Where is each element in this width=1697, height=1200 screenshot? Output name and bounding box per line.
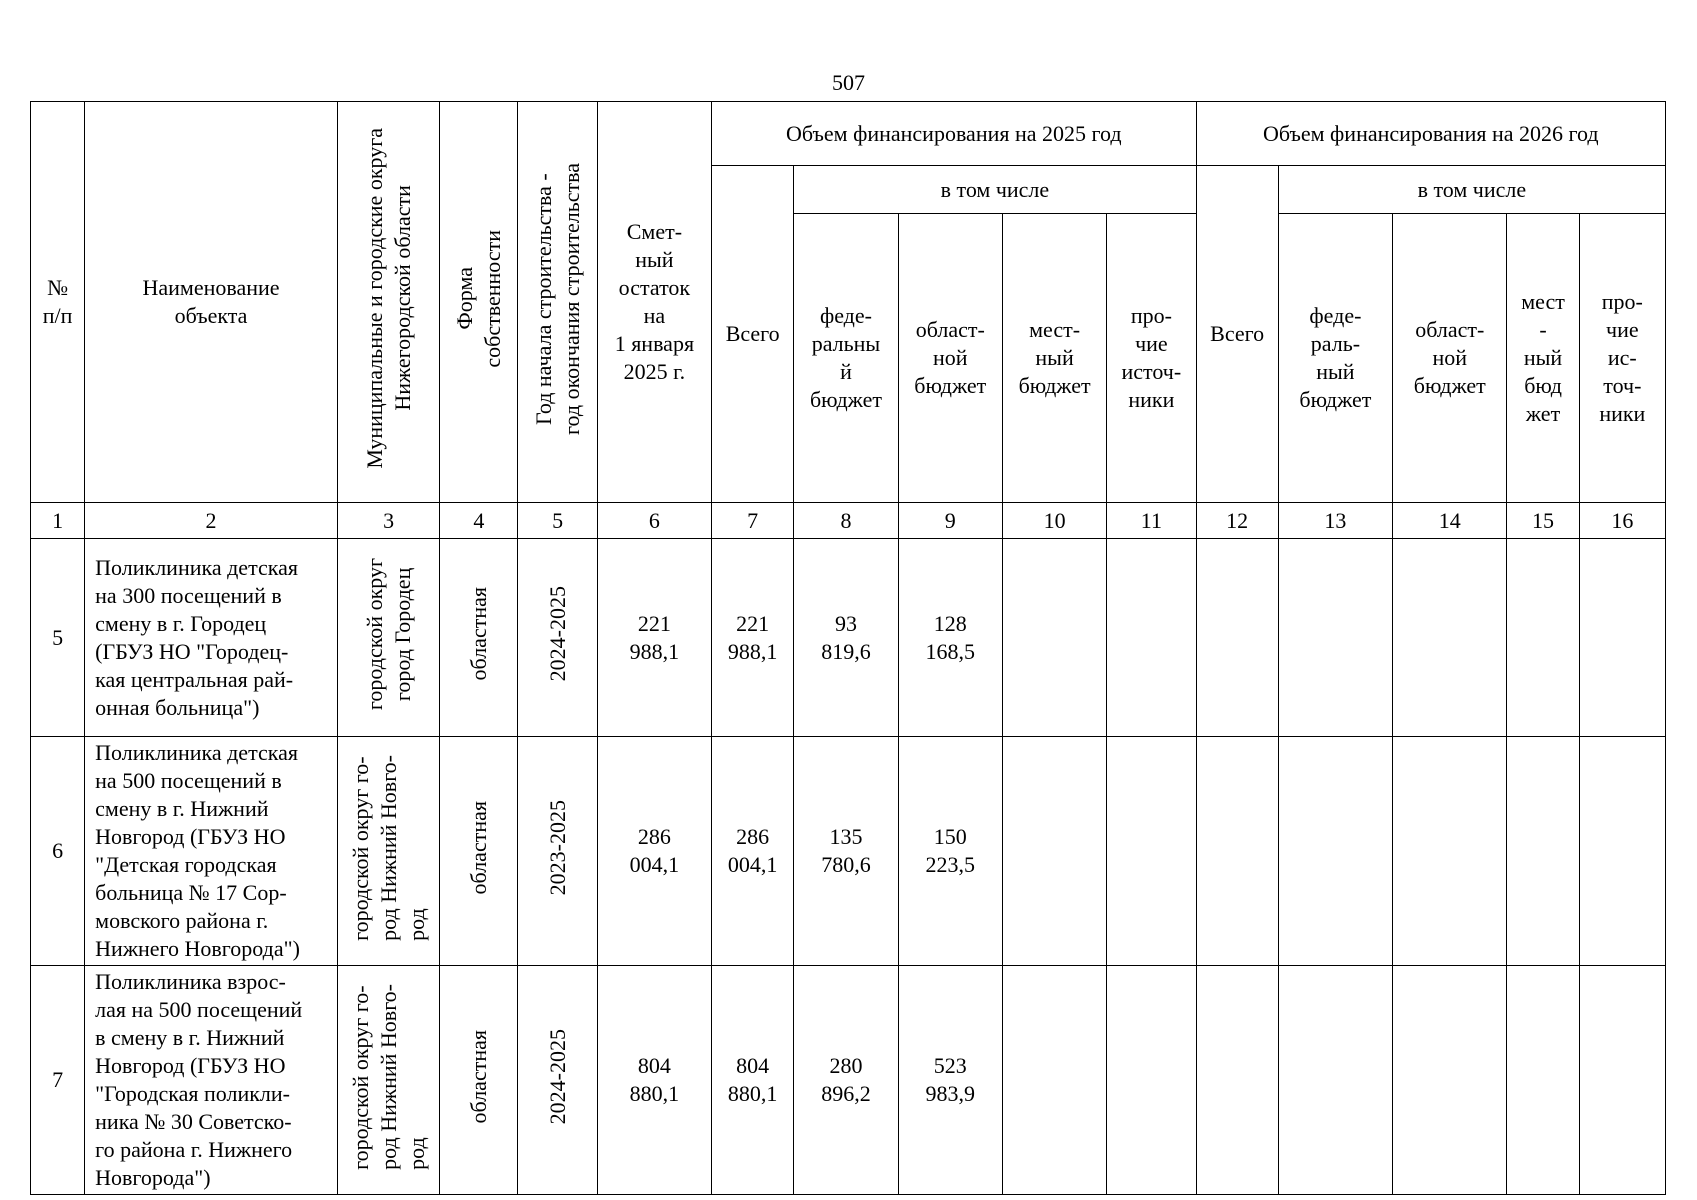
column-number: 6 (597, 503, 711, 539)
row-local-2026 (1507, 737, 1579, 966)
page-number: 507 (832, 70, 865, 95)
row-years: 2024-2025 (544, 586, 570, 682)
row-regional-2025: 523 983,9 (898, 966, 1002, 1195)
header-federal-2026: феде- раль- ный бюджет (1278, 214, 1392, 503)
row-object-name: Поликлиника взрос- лая на 500 посещений в смену в г. Нижний Новгород (ГБУЗ НО "Городская поликли- ника № 30 Советско- го района г. Нижнего Новгорода") (85, 966, 338, 1195)
column-number: 10 (1002, 503, 1106, 539)
financing-table (30, 101, 1666, 1195)
table-row (31, 539, 1666, 737)
row-regional-2025: 128 168,5 (898, 539, 1002, 737)
row-years-cell (518, 737, 597, 966)
header-including-2025: в том числе (794, 166, 1196, 214)
column-number-row (31, 503, 1666, 539)
row-other-2025 (1107, 966, 1196, 1195)
row-object-name: Поликлиника детская на 300 посещений в смену в г. Городец (ГБУЗ НО "Городец- кая центральная рай- онная больница") (85, 539, 338, 737)
header-total-2025: Всего (712, 166, 794, 503)
row-federal-2025: 280 896,2 (794, 966, 898, 1195)
row-other-2026 (1579, 539, 1665, 737)
column-number: 2 (85, 503, 338, 539)
row-other-2026 (1579, 966, 1665, 1195)
header-balance: Смет- ный остаток на 1 января 2025 г. (597, 102, 711, 503)
row-federal-2026 (1278, 966, 1392, 1195)
row-total-2026 (1196, 539, 1278, 737)
header-ownership: Форма собственности (451, 229, 505, 368)
row-federal-2026 (1278, 737, 1392, 966)
row-total-2025: 286 004,1 (712, 737, 794, 966)
column-number: 7 (712, 503, 794, 539)
row-years-cell (518, 539, 597, 737)
row-total-2026 (1196, 737, 1278, 966)
row-federal-2026 (1278, 539, 1392, 737)
row-other-2025 (1107, 539, 1196, 737)
column-number: 16 (1579, 503, 1665, 539)
header-regional-2026: област- ной бюджет (1393, 214, 1507, 503)
row-local-2025 (1002, 966, 1106, 1195)
header-num: № п/п (31, 102, 85, 503)
row-local-2026 (1507, 539, 1579, 737)
column-number: 9 (898, 503, 1002, 539)
table-row (31, 737, 1666, 966)
column-number: 4 (440, 503, 518, 539)
row-federal-2025: 135 780,6 (794, 737, 898, 966)
row-num: 5 (31, 539, 85, 737)
column-number: 5 (518, 503, 597, 539)
row-local-2026 (1507, 966, 1579, 1195)
column-number: 12 (1196, 503, 1278, 539)
row-regional-2026 (1393, 966, 1507, 1195)
row-balance: 286 004,1 (597, 737, 711, 966)
row-years: 2023-2025 (544, 799, 570, 896)
row-balance: 804 880,1 (597, 966, 711, 1195)
row-other-2026 (1579, 737, 1665, 966)
row-num: 7 (31, 966, 85, 1195)
header-including-2026: в том числе (1278, 166, 1665, 214)
header-years: Год начала строительства - год окончания строительства (530, 162, 584, 435)
column-number: 11 (1107, 503, 1196, 539)
header-financing-2025: Объем финансирования на 2025 год (712, 102, 1196, 166)
row-ownership: областная (465, 1029, 491, 1124)
row-regional-2025: 150 223,5 (898, 737, 1002, 966)
header-local-2026: мест - ный бюд жет (1507, 214, 1579, 503)
header-years-cell (518, 102, 597, 503)
column-number: 8 (794, 503, 898, 539)
row-municipality: городской округ город Городец (361, 557, 415, 711)
header-municipality: Муниципальные и городские округа Нижегородской области (361, 128, 415, 469)
table-row (31, 966, 1666, 1195)
header-ownership-cell (440, 102, 518, 503)
header-total-2026: Всего (1196, 166, 1278, 503)
row-municipality-cell (337, 737, 439, 966)
row-ownership: областная (465, 800, 491, 895)
column-number: 3 (337, 503, 439, 539)
column-number: 15 (1507, 503, 1579, 539)
header-regional-2025: област- ной бюджет (898, 214, 1002, 503)
row-total-2025: 221 988,1 (712, 539, 794, 737)
row-total-2025: 804 880,1 (712, 966, 794, 1195)
row-ownership-cell (440, 966, 518, 1195)
header-name: Наименование объекта (85, 102, 338, 503)
row-municipality: городской округ го- род Нижний Новго- род (347, 983, 429, 1170)
row-years-cell (518, 966, 597, 1195)
column-number: 1 (31, 503, 85, 539)
row-years: 2024-2025 (544, 1028, 570, 1125)
row-municipality: городской округ го- род Нижний Новго- род (347, 754, 429, 941)
row-ownership: областная (465, 587, 491, 681)
header-federal-2025: феде- ральны й бюджет (794, 214, 898, 503)
row-total-2026 (1196, 966, 1278, 1195)
row-local-2025 (1002, 737, 1106, 966)
column-number: 13 (1278, 503, 1392, 539)
header-financing-2026: Объем финансирования на 2026 год (1196, 102, 1666, 166)
row-ownership-cell (440, 737, 518, 966)
row-balance: 221 988,1 (597, 539, 711, 737)
row-num: 6 (31, 737, 85, 966)
header-other-2025: про- чие источ- ники (1107, 214, 1196, 503)
row-regional-2026 (1393, 737, 1507, 966)
row-municipality-cell (337, 966, 439, 1195)
header-local-2025: мест- ный бюджет (1002, 214, 1106, 503)
header-municipality-cell (337, 102, 439, 503)
row-ownership-cell (440, 539, 518, 737)
row-regional-2026 (1393, 539, 1507, 737)
column-number: 14 (1393, 503, 1507, 539)
row-local-2025 (1002, 539, 1106, 737)
header-other-2026: про- чие ис- точ- ники (1579, 214, 1665, 503)
row-federal-2025: 93 819,6 (794, 539, 898, 737)
row-object-name: Поликлиника детская на 500 посещений в смену в г. Нижний Новгород (ГБУЗ НО "Детская городская больница № 17 Сор- мовского района г. Нижнего Новгорода") (85, 737, 338, 966)
row-other-2025 (1107, 737, 1196, 966)
row-municipality-cell (337, 539, 439, 737)
